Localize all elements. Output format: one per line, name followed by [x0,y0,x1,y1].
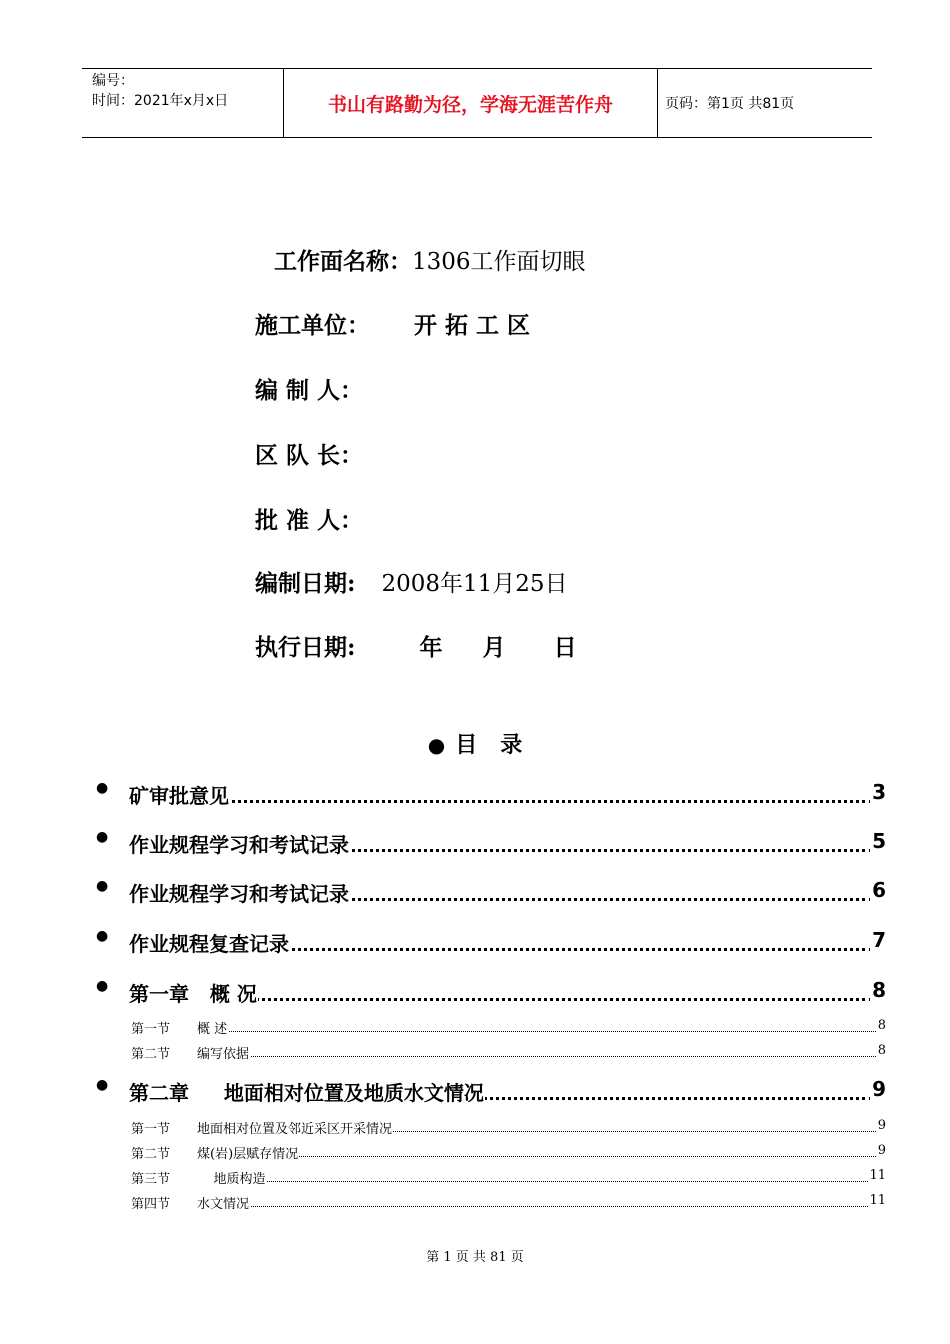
toc-entry[interactable] [0,1077,950,1107]
toc-subentry[interactable] [0,1118,950,1138]
toc-subentry-label: 地质构造 [197,1168,267,1187]
toc-entry[interactable] [0,928,950,958]
header-page-info: 页码：第1页 共81页 [665,96,795,112]
toc-subentry-section: 第二节 [131,1147,171,1162]
toc-subentry[interactable] [0,1168,950,1188]
unit-value: 开 拓 工 区 [414,312,531,339]
toc-entry[interactable] [0,780,950,810]
unit-line [255,307,530,340]
header-meta [82,69,282,137]
toc-subentry-section: 第二节 [131,1047,171,1062]
exec-date-label: 执行日期: [255,634,356,661]
toc-subentry[interactable] [0,1018,950,1038]
toc-entry-page: 6 [872,878,886,902]
toc-subentry-page: 9 [877,1118,886,1133]
toc-subentry-label: 煤(岩)层赋存情况 [197,1143,299,1162]
dot-leader [197,1031,878,1032]
toc-subentry-section: 第一节 [131,1022,171,1037]
compile-date-line [255,565,568,598]
toc-entry[interactable] [0,829,950,859]
toc-title-text: 目 录 [455,733,523,758]
number-label: 编号： [92,73,134,89]
toc-subentry-page: 8 [877,1018,886,1033]
unit-label: 施工单位： [255,312,370,339]
toc-entry-page: 3 [872,780,886,804]
toc-entry-label: 第一章 概 况 [129,978,258,1007]
toc-entry-page: 8 [872,978,886,1002]
leader-line [255,437,363,470]
dot-leader [197,1056,878,1057]
toc-subentry[interactable] [0,1143,950,1163]
toc-subentry-section: 第三节 [131,1172,171,1187]
toc-subentry-page: 11 [869,1168,886,1183]
toc-subentry-page: 8 [877,1043,886,1058]
dot-leader [197,1206,878,1207]
document-header [82,68,872,138]
dot-leader [197,1181,878,1182]
toc-entry-label: 作业规程学习和考试记录 [129,878,350,907]
page-footer: 第 1 页 共 81 页 [426,1250,524,1265]
approver-label: 批 准 人： [255,507,364,534]
toc-entry-label: 作业规程学习和考试记录 [129,829,350,858]
toc-entry-page: 7 [872,928,886,952]
toc-subentry[interactable] [0,1193,950,1213]
toc-subentry-page: 9 [877,1143,886,1158]
header-motto: 书山有路勤为径，学海无涯苦作舟 [283,69,658,137]
toc-entry-label: 作业规程复查记录 [129,928,290,957]
workface-label: 工作面名称： [274,248,412,275]
toc-entry-label: 矿审批意见 [129,780,230,809]
dot-leader [129,800,872,803]
bullet-icon: ● [96,928,109,944]
toc-subentry-label: 地面相对位置及邻近采区开采情况 [197,1118,393,1137]
toc-subentry-section: 第一节 [131,1122,171,1137]
bullet-icon: ● [96,1077,109,1093]
toc-entry-page: 5 [872,829,886,853]
toc-title [0,728,950,759]
editor-line [255,372,363,405]
workface-line [274,243,586,276]
toc-subentry-label: 编写依据 [197,1043,250,1062]
approver-line [255,502,363,535]
exec-date-value: 年 月 日 [419,634,577,661]
toc-subentry-label: 水文情况 [197,1193,250,1212]
exec-date-line [255,629,577,662]
bullet-icon: ● [96,780,109,796]
bullet-icon: ● [96,878,109,894]
bullet-icon: ● [96,829,109,845]
editor-label: 编 制 人： [255,377,364,404]
toc-subentry-label: 概 述 [197,1018,228,1037]
toc-entry[interactable] [0,978,950,1008]
leader-label: 区 队 长： [255,442,364,469]
toc-subentry[interactable] [0,1043,950,1063]
compile-date-value: 2008年11月25日 [381,571,568,597]
bullet-icon: ● [96,978,109,994]
toc-entry-page: 9 [872,1077,886,1101]
toc-entry[interactable] [0,878,950,908]
time-label: 时间：2021年x月x日 [92,93,229,109]
workface-value: 1306工作面切眼 [412,249,586,275]
compile-date-label: 编制日期: [255,570,356,597]
toc-entry-label: 第二章 地面相对位置及地质水文情况 [129,1077,485,1106]
bullet-icon: ● [427,733,446,757]
toc-subentry-page: 11 [869,1193,886,1208]
toc-subentry-section: 第四节 [131,1197,171,1212]
